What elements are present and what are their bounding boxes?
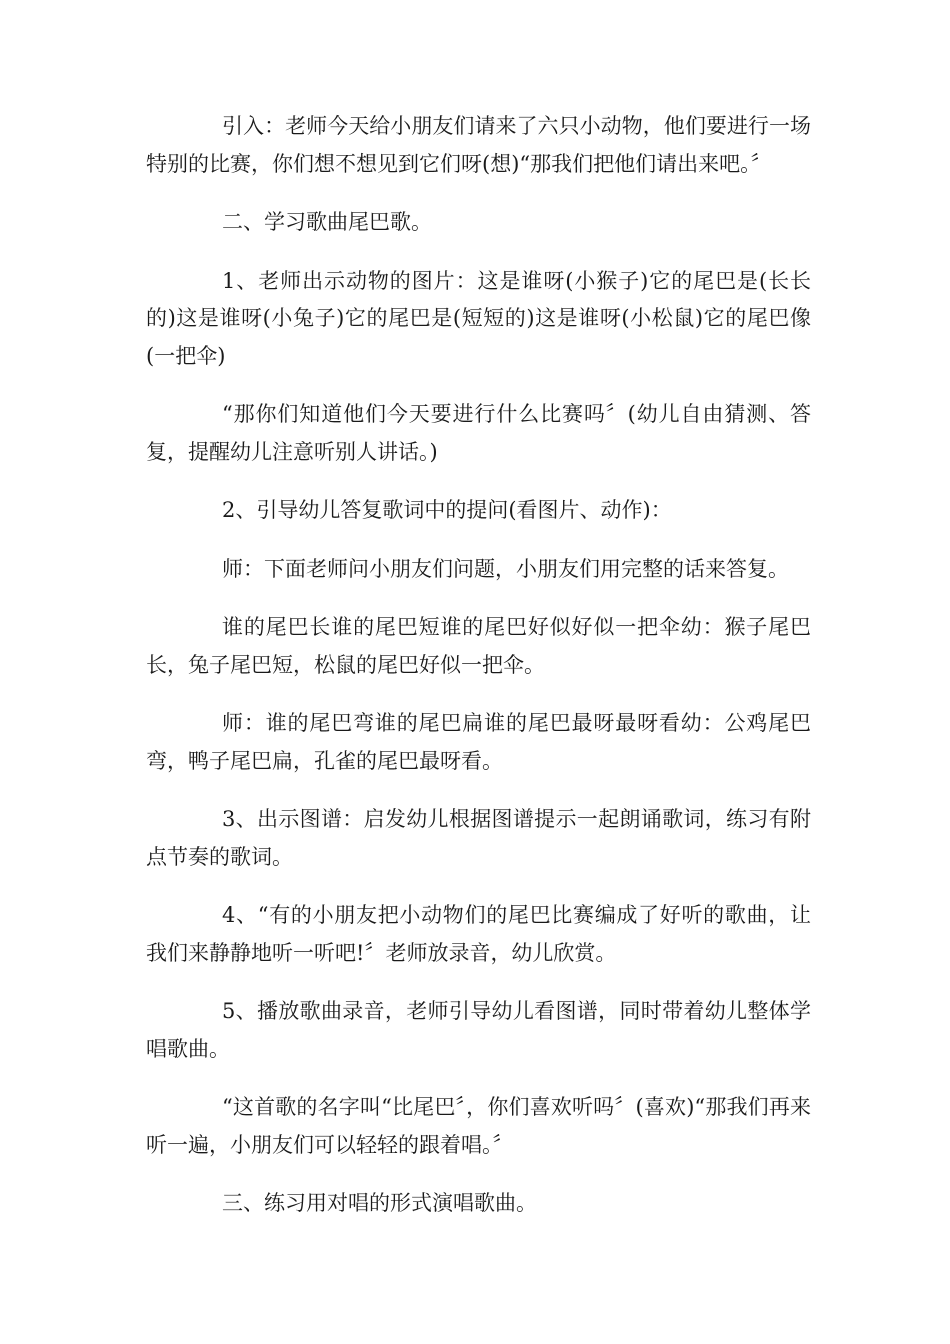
paragraph-dialogue-1: 谁的尾巴长谁的尾巴短谁的尾巴好似好似一把伞幼：猴子尾巴长，兔子尾巴短，松鼠的尾巴好似一把伞。	[146, 615, 811, 677]
paragraph-intro: 引入：老师今天给小朋友们请来了六只小动物，他们要进行一场特别的比赛，你们想不想见到它们呀(想)“那我们把他们请出来吧。〞	[146, 114, 811, 176]
paragraph-step-1: 1、老师出示动物的图片：这是谁呀(小猴子)它的尾巴是(长长的)这是谁呀(小兔子)它的尾巴是(短短的)这是谁呀(小松鼠)它的尾巴像(一把伞)	[146, 268, 811, 368]
paragraph-dialogue-2: 师：谁的尾巴弯谁的尾巴扁谁的尾巴最呀最呀看幼：公鸡尾巴弯，鸭子尾巴扁，孔雀的尾巴最呀看。	[146, 711, 811, 773]
paragraph-step-2: 2、引导幼儿答复歌词中的提问(看图片、动作)：	[222, 498, 672, 522]
paragraph-step-3: 3、出示图谱：启发幼儿根据图谱提示一起朗诵歌词，练习有附点节奏的歌词。	[146, 807, 811, 869]
paragraph-song-name: “这首歌的名字叫“比尾巴〞，你们喜欢听吗〞(喜欢)“那我们再来听一遍，小朋友们可以轻轻的跟着唱。〞	[146, 1095, 811, 1157]
paragraph-step-4: 4、“有的小朋友把小动物们的尾巴比赛编成了好听的歌曲，让我们来静静地听一听吧!〞老师放录音，幼儿欣赏。	[146, 903, 811, 965]
paragraph-step-5: 5、播放歌曲录音，老师引导幼儿看图谱，同时带着幼儿整体学唱歌曲。	[146, 999, 811, 1061]
paragraph-teacher-1: 师：下面老师问小朋友们问题，小朋友们用完整的话来答复。	[222, 556, 789, 581]
section-heading-2: 二、学习歌曲尾巴歌。	[222, 210, 432, 234]
section-heading-3: 三、练习用对唱的形式演唱歌曲。	[222, 1191, 537, 1215]
document-body	[146, 108, 811, 1223]
paragraph-question: “那你们知道他们今天要进行什么比赛吗〞(幼儿自由猜测、答复，提醒幼儿注意听别人讲话。)	[146, 402, 811, 464]
